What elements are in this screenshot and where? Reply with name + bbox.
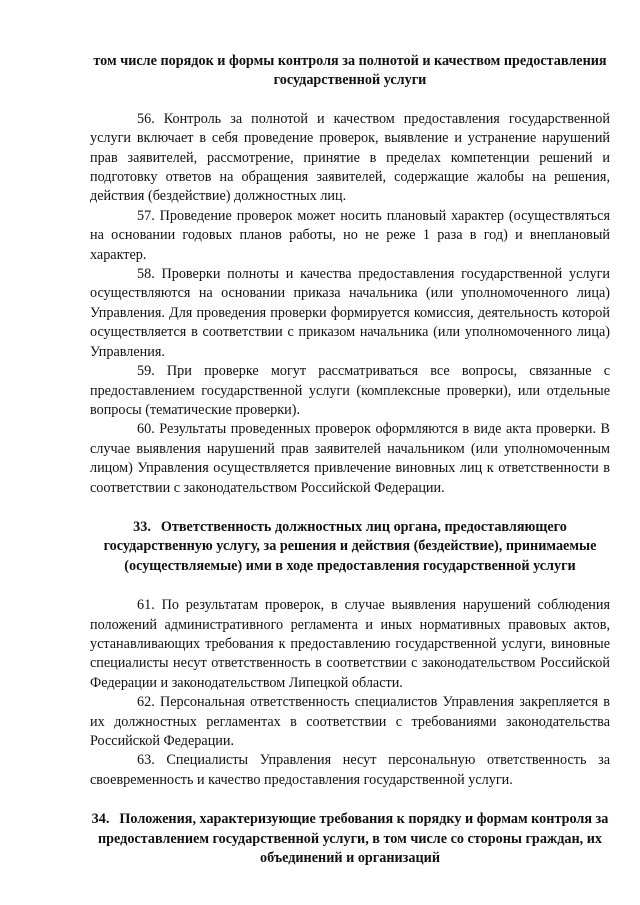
section-33-title: Ответственность должностных лиц органа, предоставляющего государственную услугу, за решения и действия (бездействие), принимаемые (осуществляемые) ими в ходе предоставления государственной услуги [103,518,597,574]
paragraph-61: 61. По результатам проверок, в случае выявления нарушений соблюдения положений административного регламента и иных нормативных правовых актов, устанавливающих требования к предоставлению государственной услуги, виновные специалисты несут ответственность в соответствии с законодательством Российской Федерации и законодательством Липецкой области. [90,597,610,691]
section-34-number: 34. [91,811,110,828]
paragraph-56: 56. Контроль за полнотой и качеством предоставления государственной услуги включает в себя проведение проверок, выявление и устранение нарушений прав заявителей, рассмотрение, принятие в пределах компетенции решений и подготовку ответов на обращения заявителей, содержащие жалобы на решения, действия (бездействие) должностных лиц. [90,110,610,205]
section-33-number: 33. [133,518,151,535]
document-page [90,52,610,868]
section-34-title: Положения, характеризующие требования к порядку и формам контроля за предоставлением государственной услуги, в том числе со стороны граждан, их объединений и организаций [97,811,609,867]
section-33-heading [90,518,610,576]
paragraph-60: 60. Результаты проведенных проверок оформляются в виде акта проверки. В случае выявления нарушений прав заявителей начальником (или уполномоченным лицом) Управления осуществляется привлечение виновных лиц к ответственности в соответствии с законодательством Российской Федерации. [90,421,610,496]
paragraph-57: 57. Проведение проверок может носить плановый характер (осуществляться на основании годовых планов работы, но не реже 1 раза в год) и внеплановый характер. [90,207,610,263]
paragraph-63: 63. Специалисты Управления несут персональную ответственность за своевременность и качество предоставления государственной услуги. [90,752,610,788]
paragraph-58: 58. Проверки полноты и качества предоставления государственной услуги осуществляются на основании приказа начальника (или уполномоченного лица) Управления. Для проведения проверки формируется комиссия, деятельность которой осуществляется в соответствии с приказом начальника (или уполномоченного лица) Управления. [90,266,610,360]
paragraph-59: 59. При проверке могут рассматриваться все вопросы, связанные с предоставлением государственной услуги (комплексные проверки), или отдельные вопросы (тематические проверки). [90,363,610,418]
paragraph-62: 62. Персональная ответственность специалистов Управления закрепляется в их должностных регламентах в соответствии с требованиями законодательства Российской Федерации. [90,694,610,749]
section-heading-continued: том числе порядок и формы контроля за полнотой и качеством предоставления государственной услуги [93,53,607,89]
section-34-heading [90,810,610,868]
